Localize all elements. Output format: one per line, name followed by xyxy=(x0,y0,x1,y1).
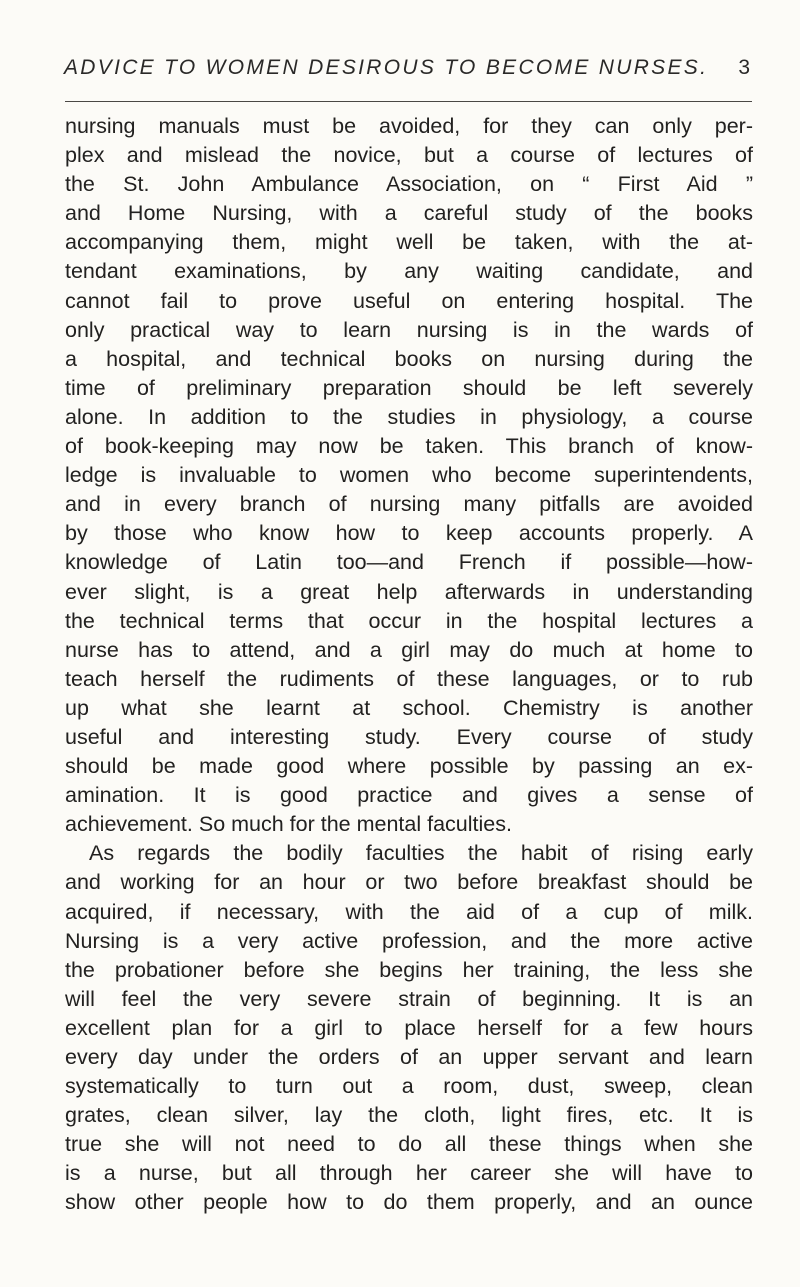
text-line: show other people how to do them properly, and an ounce xyxy=(65,1190,753,1215)
header-rule xyxy=(65,101,752,102)
text-line: by those who know how to keep accounts properly. A xyxy=(65,521,753,546)
text-line: a hospital, and technical books on nursing during the xyxy=(65,346,753,371)
paragraph-end-line: achievement. So much for the mental faculties. xyxy=(65,812,512,837)
text-line: and working for an hour or two before breakfast should be xyxy=(65,870,753,895)
text-line: Nursing is a very active profession, and the more active xyxy=(65,928,753,953)
text-line: excellent plan for a girl to place herself for a few hours xyxy=(65,1015,753,1040)
text-line: tendant examinations, by any waiting candidate, and xyxy=(65,259,753,284)
text-line: knowledge of Latin too—and French if possible—how- xyxy=(65,550,753,575)
text-line: alone. In addition to the studies in physiology, a course xyxy=(65,404,753,429)
text-line: the technical terms that occur in the hospital lectures a xyxy=(65,608,753,633)
text-line: ledge is invaluable to women who become superintendents, xyxy=(65,463,753,488)
text-line: cannot fail to prove useful on entering hospital. The xyxy=(65,288,753,313)
body-text xyxy=(65,112,753,1218)
text-line: and Home Nursing, with a careful study of the books xyxy=(65,201,753,226)
text-line: every day under the orders of an upper servant and learn xyxy=(65,1045,753,1069)
paragraph-start-line: As regards the bodily faculties the habit of rising early xyxy=(89,841,753,866)
text-line: time of preliminary preparation should be left severely xyxy=(65,375,753,400)
running-header xyxy=(40,56,760,92)
text-line: grates, clean silver, lay the cloth, light fires, etc. It is xyxy=(65,1103,753,1128)
text-line: is a nurse, but all through her career she will have to xyxy=(65,1161,753,1186)
text-line: the probationer before she begins her training, the less she xyxy=(65,957,753,982)
text-line: useful and interesting study. Every course of study xyxy=(65,724,753,749)
text-line: nursing manuals must be avoided, for they can only per- xyxy=(65,114,753,138)
text-line: up what she learnt at school. Chemistry is another xyxy=(65,695,753,720)
running-title: ADVICE TO WOMEN DESIROUS TO BECOME NURSES. xyxy=(64,56,709,79)
text-line: teach herself the rudiments of these languages, or to rub xyxy=(65,666,753,691)
text-line: amination. It is good practice and gives a sense of xyxy=(65,783,753,808)
text-line: and in every branch of nursing many pitfalls are avoided xyxy=(65,492,753,517)
text-line: systematically to turn out a room, dust, sweep, clean xyxy=(65,1074,753,1099)
text-line: only practical way to learn nursing is in the wards of xyxy=(65,317,753,342)
text-line: should be made good where possible by passing an ex- xyxy=(65,754,753,779)
text-line: true she will not need to do all these things when she xyxy=(65,1132,753,1157)
text-line: accompanying them, might well be taken, with the at- xyxy=(65,230,753,255)
text-line: of book-keeping may now be taken. This branch of know- xyxy=(65,434,753,459)
page-number: 3 xyxy=(738,56,750,79)
text-line: the St. John Ambulance Association, on “ First Aid ” xyxy=(65,172,753,197)
text-line: plex and mislead the novice, but a course of lectures of xyxy=(65,143,753,168)
text-line: acquired, if necessary, with the aid of a cup of milk. xyxy=(65,899,753,924)
text-line: will feel the very severe strain of beginning. It is an xyxy=(65,986,753,1011)
text-line: ever slight, is a great help afterwards in understanding xyxy=(65,579,753,604)
text-line: nurse has to attend, and a girl may do much at home to xyxy=(65,637,753,662)
